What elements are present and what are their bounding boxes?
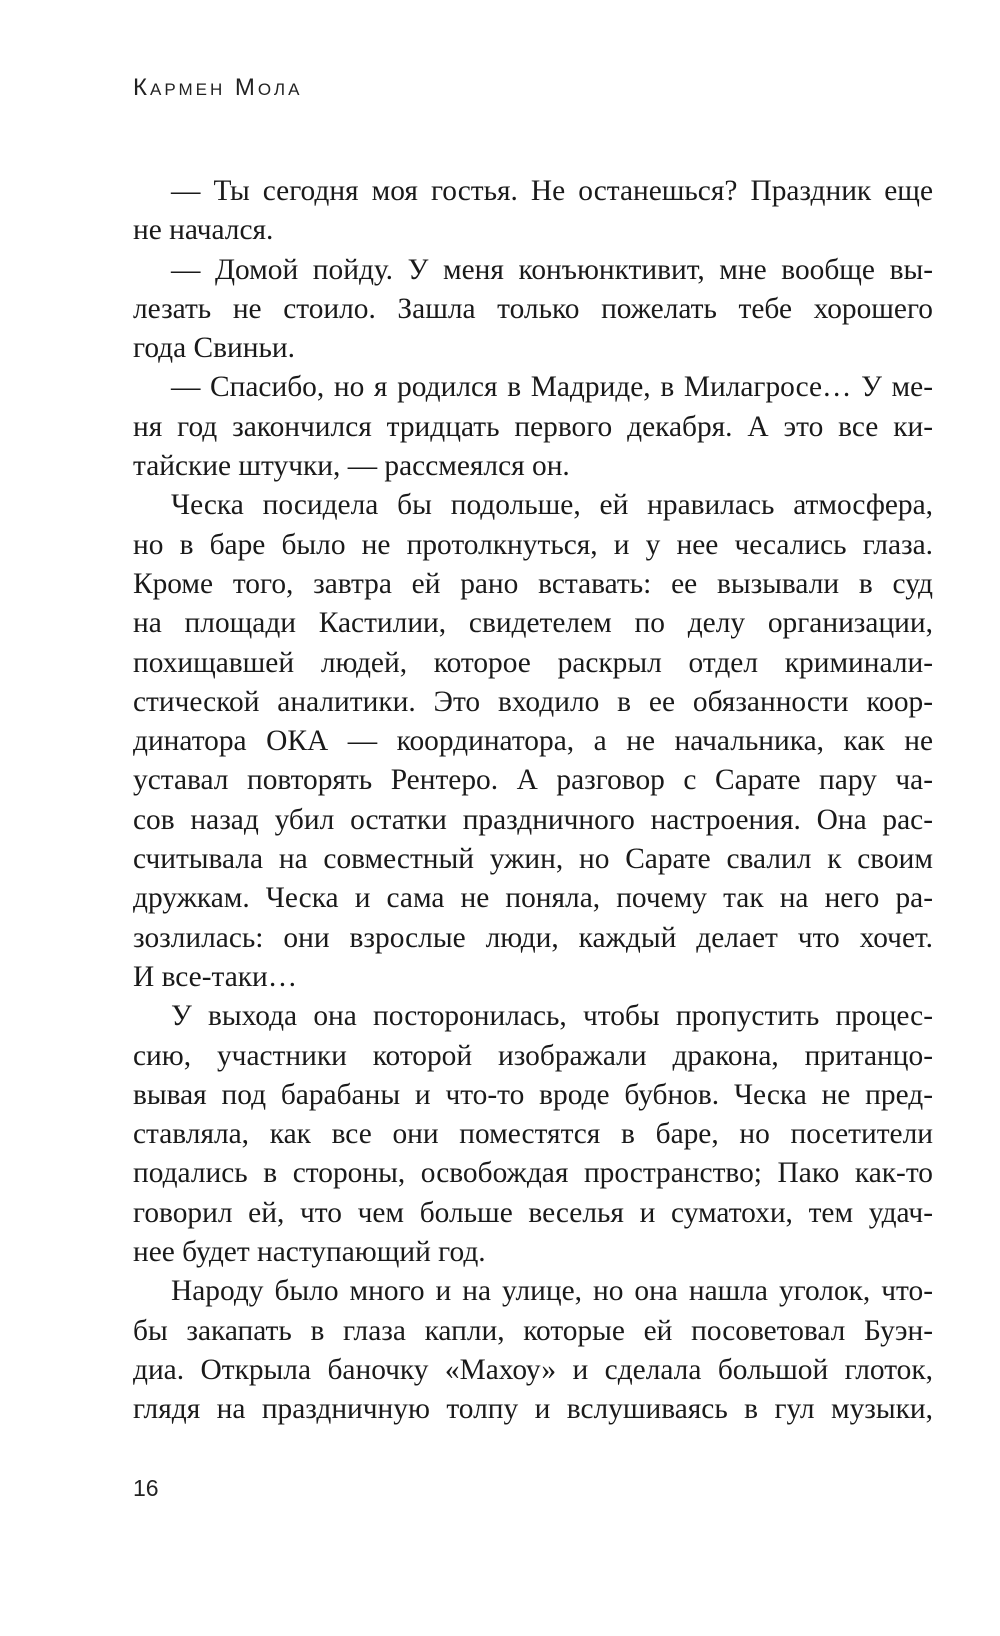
text-line: дружкам. Ческа и сама не поняла, почему так на него ра- xyxy=(133,882,933,915)
text-line: И все-таки… xyxy=(133,960,298,993)
text-line: У выхода она посторонилась, чтобы пропустить процес- xyxy=(171,1000,933,1033)
page-number: 16 xyxy=(133,1475,159,1501)
text-line: тайские штучки, — рассмеялся он. xyxy=(133,450,570,483)
text-line: ня год закончился тридцать первого декабря. А это все ки- xyxy=(133,410,933,443)
text-line: считывала на совместный ужин, но Сарате свалил к своим xyxy=(133,843,933,876)
text-line: вывая под барабаны и что-то вроде бубнов. Ческа не пред- xyxy=(133,1078,933,1111)
running-header: Кармен Мола xyxy=(133,74,303,101)
text-line: Народу было много и на улице, но она нашла уголок, что- xyxy=(171,1275,933,1308)
text-line: года Свиньи. xyxy=(133,332,295,365)
text-line: диа. Открыла баночку «Махоу» и сделала большой глоток, xyxy=(133,1353,933,1386)
text-line: стической аналитики. Это входило в ее обязанности коор- xyxy=(133,685,933,718)
text-line: на площади Кастилии, свидетелем по делу организации, xyxy=(133,607,933,640)
text-line: Ческа посидела бы подольше, ей нравилась атмосфера, xyxy=(171,489,933,522)
text-line: уставал повторять Рентеро. А разговор с Сарате пару ча- xyxy=(133,764,933,797)
text-line: — Спасибо, но я родился в Мадриде, в Милагросе… У ме- xyxy=(171,371,933,404)
text-line: не начался. xyxy=(133,214,274,247)
text-line: говорил ей, что чем больше веселья и суматохи, тем удач- xyxy=(133,1196,933,1229)
text-line: — Домой пойду. У меня конъюнктивит, мне вообще вы- xyxy=(171,253,933,286)
text-line: ставляла, как все они поместятся в баре, но посетители xyxy=(133,1118,933,1151)
text-line: зозлилась: они взрослые люди, каждый делает что хочет. xyxy=(133,921,933,954)
body-text xyxy=(133,172,933,1430)
text-line: динатора ОКА — координатора, а не начальника, как не xyxy=(133,725,933,758)
text-line: но в баре было не протолкнуться, и у нее чесались глаза. xyxy=(133,528,933,561)
text-line: сов назад убил остатки праздничного настроения. Она рас- xyxy=(133,803,933,836)
text-line: похищавшей людей, которое раскрыл отдел криминали- xyxy=(133,646,933,679)
text-line: глядя на праздничную толпу и вслушиваясь в гул музыки, xyxy=(133,1393,933,1426)
text-line: Кроме того, завтра ей рано вставать: ее вызывали в суд xyxy=(133,567,933,600)
text-line: лезать не стоило. Зашла только пожелать тебе хорошего xyxy=(133,292,933,325)
text-line: бы закапать в глаза капли, которые ей посоветовал Буэн- xyxy=(133,1314,933,1347)
text-line: подались в стороны, освобождая пространство; Пако как-то xyxy=(133,1157,933,1190)
text-line: сию, участники которой изображали дракона, пританцо- xyxy=(133,1039,933,1072)
text-line: нее будет наступающий год. xyxy=(133,1236,486,1269)
text-line: — Ты сегодня моя гостья. Не останешься? Праздник еще xyxy=(171,175,933,207)
